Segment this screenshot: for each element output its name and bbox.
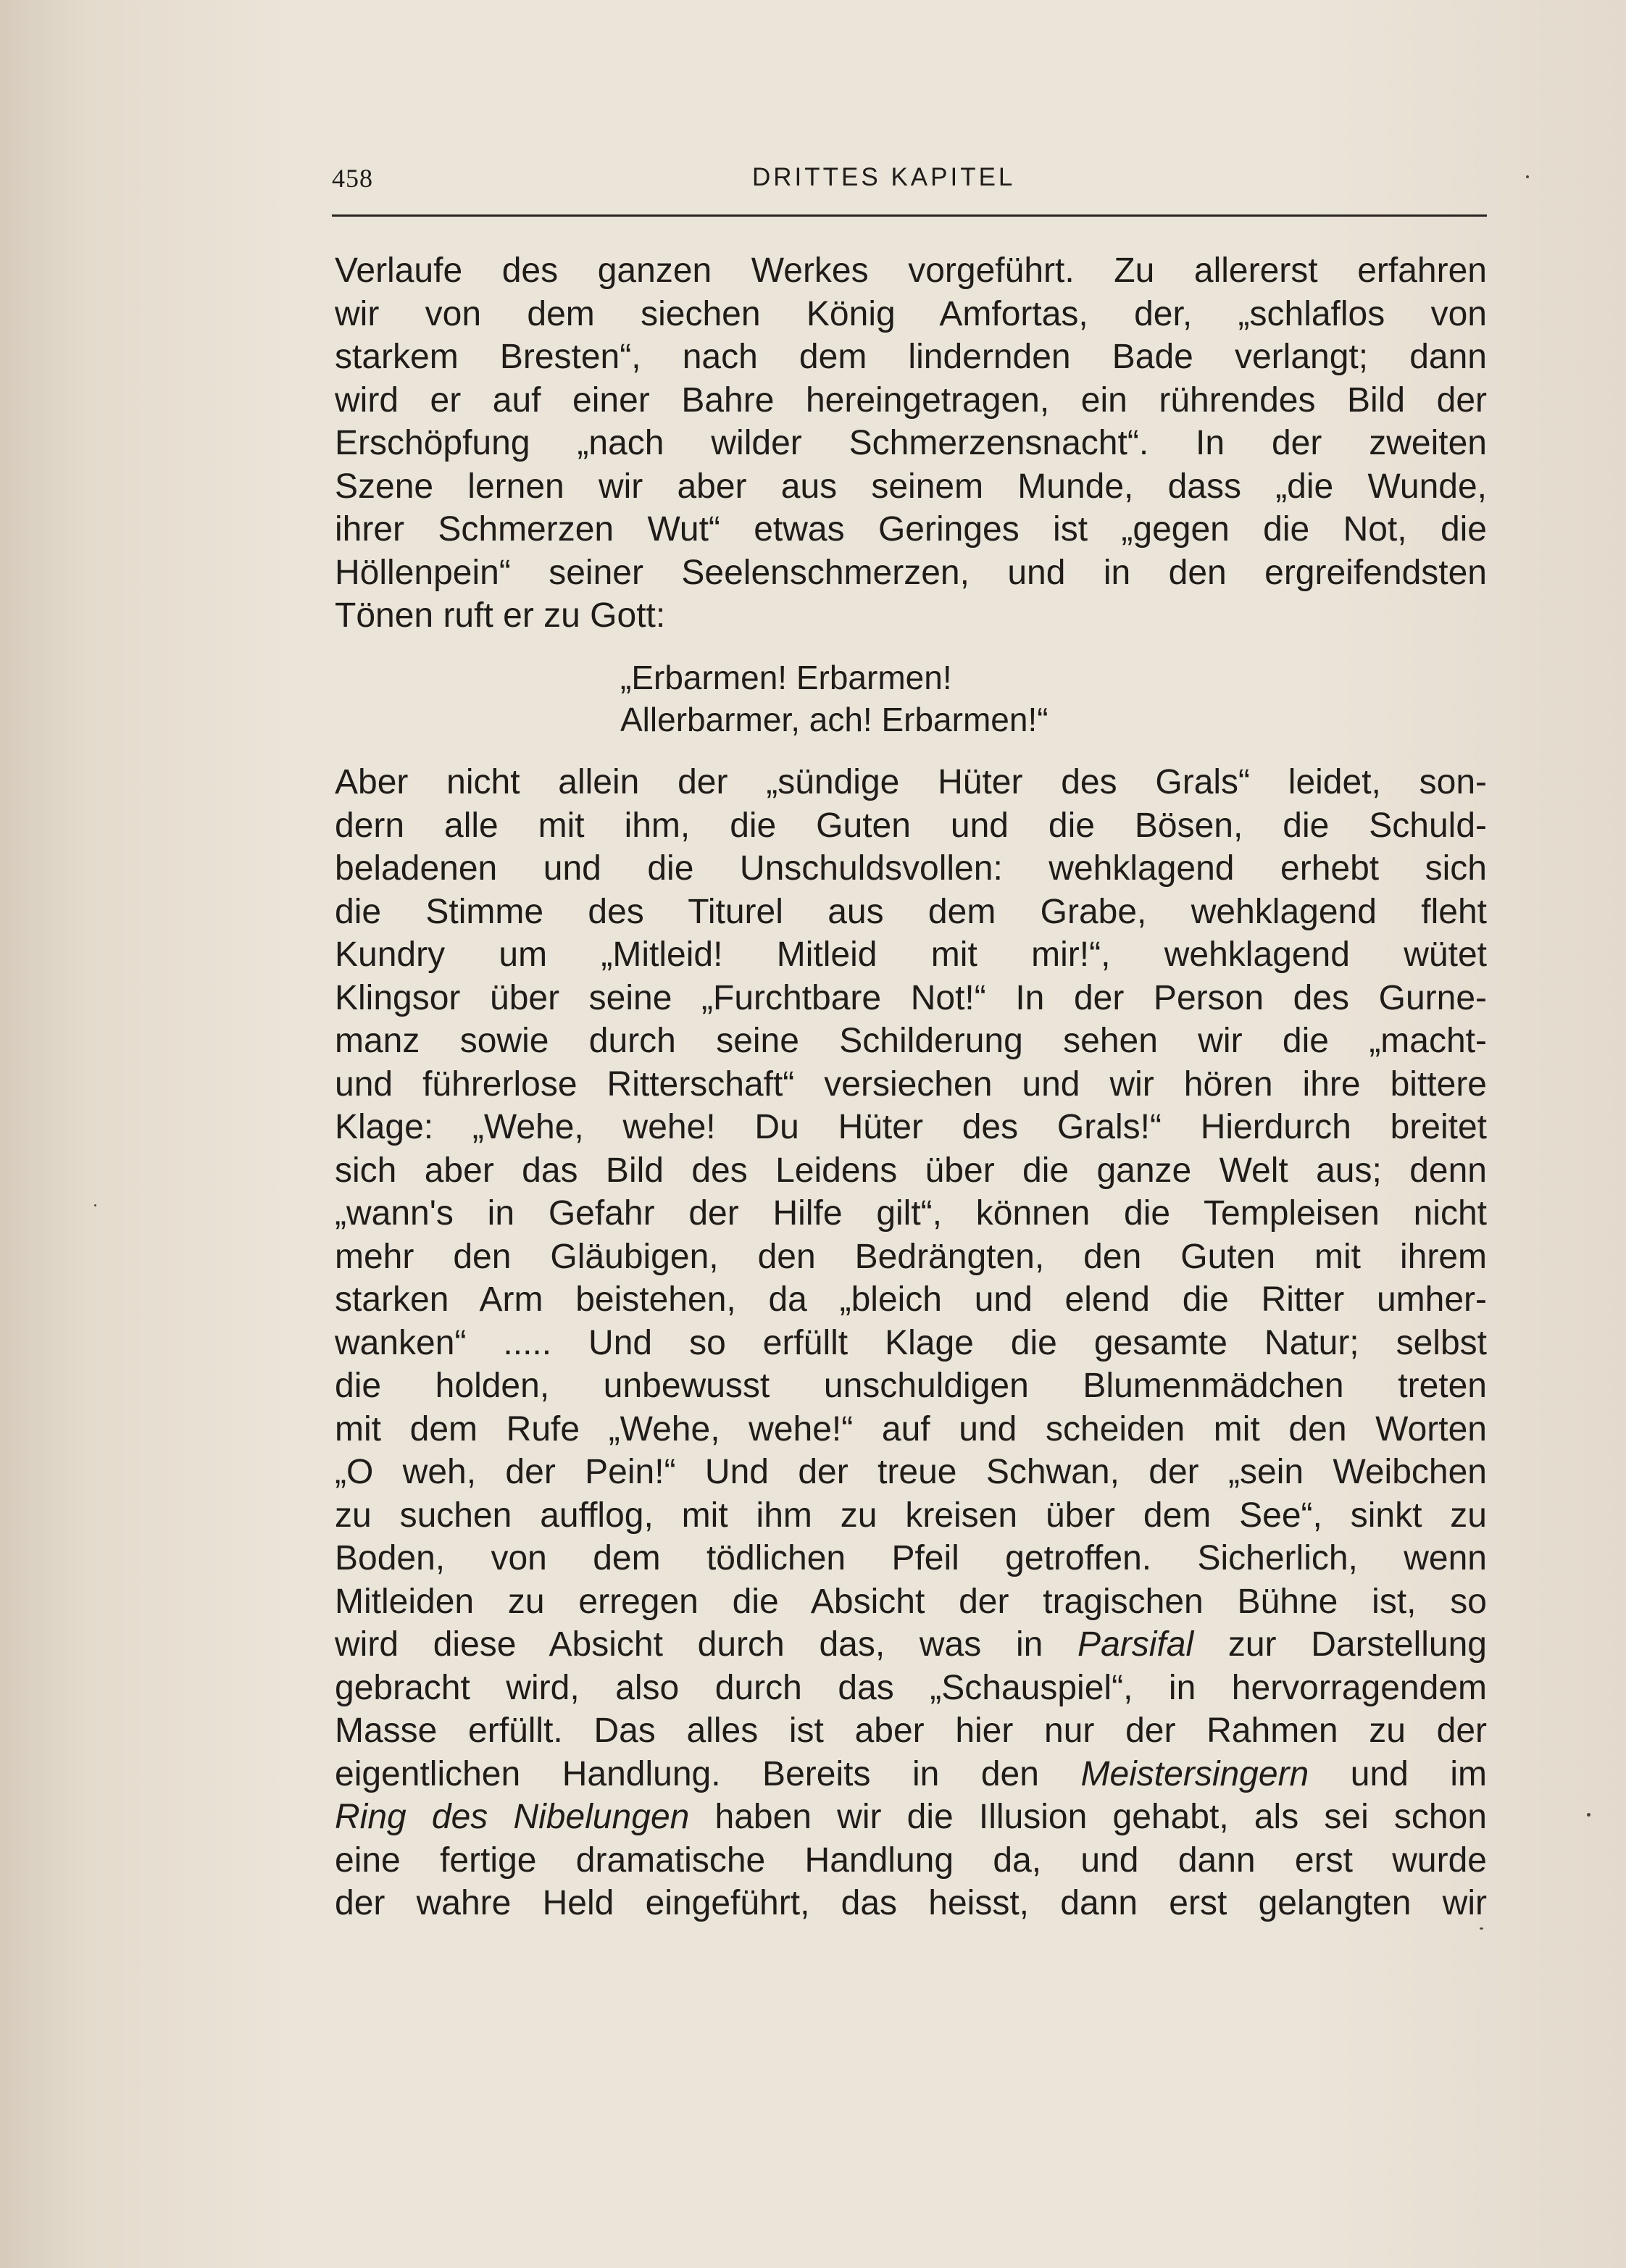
text-line: Tönen ruft er zu Gott:: [335, 596, 666, 635]
text-line: wir von dem siechen König Amfortas, der, „schlaflos von: [335, 294, 1487, 333]
text-line: die holden, unbewusst unschuldigen Blumenmädchen treten: [335, 1367, 1487, 1405]
text-segment: haben wir die Illusion gehabt, als sei schon: [689, 1798, 1488, 1836]
text-line: wird er auf einer Bahre hereingetragen, ein rührendes Bild der: [335, 380, 1487, 420]
header-rule: [332, 214, 1487, 217]
text-line: beladenen und die Unschuldsvollen: wehklagend erhebt sich: [335, 849, 1487, 888]
paper-speck: [1587, 1813, 1590, 1817]
text-line: Aber nicht allein der „sündige Hüter des Grals“ leidet, son-: [335, 763, 1487, 801]
text-line: Mitleiden zu erregen die Absicht der tragischen Bühne ist, so: [335, 1582, 1487, 1621]
page-header: [332, 163, 1487, 207]
verse-quotation: [620, 656, 1048, 741]
text-line: manz sowie durch seine Schilderung sehen wir die „macht-: [335, 1022, 1487, 1060]
work-title-parsifal: Parsifal: [1077, 1625, 1194, 1664]
paper-speck: [94, 1204, 96, 1206]
text-line: starken Arm beistehen, da „bleich und elend die Ritter umher-: [335, 1280, 1487, 1319]
verse-line: Allerbarmer, ach! Erbarmen!“: [620, 701, 1048, 738]
text-line: der wahre Held eingeführt, das heisst, dann erst gelangten wir: [335, 1884, 1487, 1922]
text-segment: eigentlichen Handlung. Bereits in den: [335, 1754, 1081, 1793]
text-line: ihrer Schmerzen Wut“ etwas Geringes ist „gegen die Not, die: [335, 510, 1487, 549]
text-line: Erschöpfung „nach wilder Schmerzensnacht“. In der zweiten: [335, 424, 1487, 462]
text-line-with-title: [335, 1753, 1487, 1796]
text-segment: zur Darstellung: [1193, 1625, 1488, 1664]
text-segment: und im: [1309, 1754, 1488, 1793]
text-line: wanken“ ..... Und so erfüllt Klage die gesamte Natur; selbst: [335, 1323, 1487, 1362]
running-head: DRITTES KAPITEL: [752, 163, 1016, 191]
verse-line: „Erbarmen! Erbarmen!: [620, 659, 952, 696]
text-line: Masse erfüllt. Das alles ist aber hier nur der Rahmen zu der: [335, 1712, 1487, 1750]
paragraph-2: [335, 761, 1487, 1925]
work-title-meistersinger: Meistersingern: [1080, 1754, 1309, 1793]
text-line: starkem Bresten“, nach dem lindernden Bade verlangt; dann: [335, 338, 1487, 376]
paper-speck: [1526, 175, 1529, 178]
text-line-with-title: [335, 1623, 1487, 1667]
text-line: eine fertige dramatische Handlung da, und dann erst wurde: [335, 1840, 1487, 1880]
text-line: Verlaufe des ganzen Werkes vorgeführt. Zu allererst erfahren: [335, 251, 1487, 290]
text-line: sich aber das Bild des Leidens über die ganze Welt aus; denn: [335, 1151, 1487, 1190]
text-line: die Stimme des Titurel aus dem Grabe, wehklagend fleht: [335, 892, 1487, 931]
paper-speck: [1480, 1927, 1483, 1930]
text-line: mit dem Rufe „Wehe, wehe!“ auf und scheiden mit den Worten: [335, 1409, 1487, 1448]
text-line: zu suchen aufflog, mit ihm zu kreisen über dem See“, sinkt zu: [335, 1496, 1487, 1535]
text-line: Boden, von dem tödlichen Pfeil getroffen. Sicherlich, wenn: [335, 1539, 1487, 1577]
text-line: gebracht wird, also durch das „Schauspiel“, in hervorragendem: [335, 1668, 1487, 1707]
text-line: Klage: „Wehe, wehe! Du Hüter des Grals!“ Hierdurch breitet: [335, 1108, 1487, 1146]
text-line: Höllenpein“ seiner Seelenschmerzen, und in den ergreifendsten: [335, 553, 1487, 592]
text-line: „wann's in Gefahr der Hilfe gilt“, können die Templeisen nicht: [335, 1194, 1487, 1233]
paragraph-1: [335, 249, 1487, 638]
text-line: „O weh, der Pein!“ Und der treue Schwan, der „sein Weibchen: [335, 1453, 1487, 1491]
text-line: und führerlose Ritterschaft“ versiechen und wir hören ihre bittere: [335, 1064, 1487, 1104]
text-line: Szene lernen wir aber aus seinem Munde, dass „die Wunde,: [335, 467, 1487, 506]
text-line: mehr den Gläubigen, den Bedrängten, den Guten mit ihrem: [335, 1237, 1487, 1276]
work-title-ring: Ring des Nibelungen: [335, 1798, 690, 1836]
page-number: 458: [332, 164, 373, 193]
text-line-with-title: [335, 1796, 1487, 1839]
text-line: dern alle mit ihm, die Guten und die Bösen, die Schuld-: [335, 806, 1487, 845]
text-line: Kundry um „Mitleid! Mitleid mit mir!“, wehklagend wütet: [335, 935, 1487, 974]
text-line: Klingsor über seine „Furchtbare Not!“ In der Person des Gurne-: [335, 978, 1487, 1017]
text-segment: wird diese Absicht durch das, was in: [335, 1625, 1078, 1664]
